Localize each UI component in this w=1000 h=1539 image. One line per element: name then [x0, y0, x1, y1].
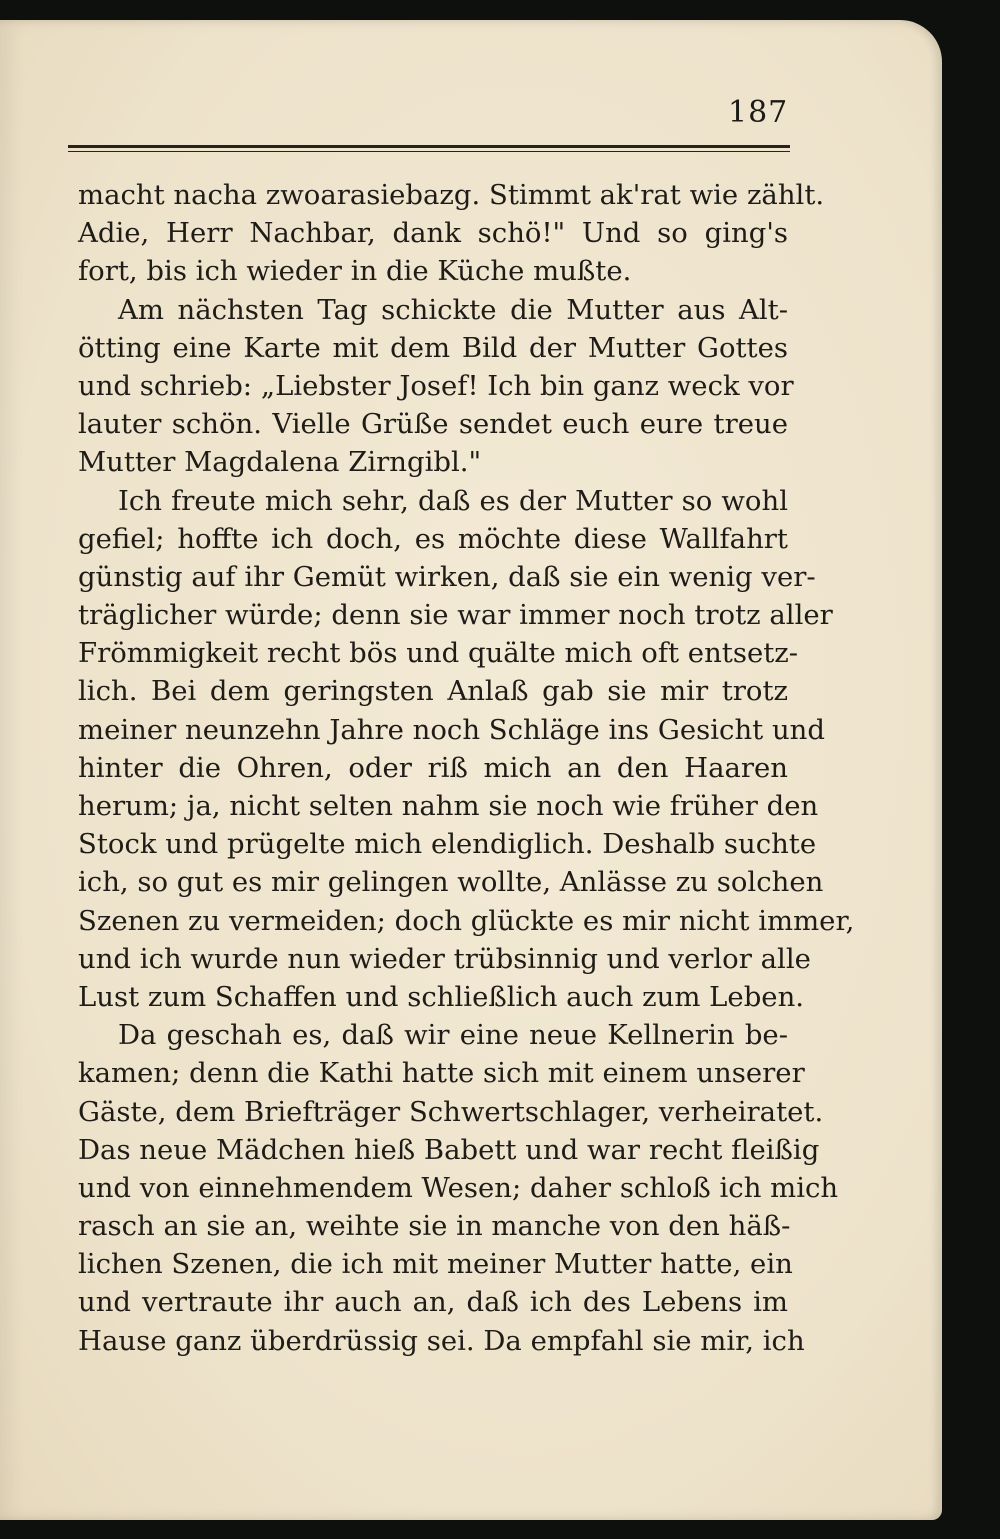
text-line: kamen; denn die Kathi hatte sich mit einem unserer: [78, 1057, 805, 1090]
text-line: gefiel; hoffte ich doch, es möchte diese Wallfahrt: [78, 522, 788, 555]
text-line: meiner neunzehn Jahre noch Schläge ins Gesicht und: [78, 713, 825, 746]
text-line: Mutter Magdalena Zirngibl.": [78, 446, 482, 479]
text-line: Adie, Herr Nachbar, dank schö!" Und so ging's: [78, 217, 788, 250]
text-line: rasch an sie an, weihte sie in manche von den häß-: [78, 1210, 791, 1243]
text-line: Lust zum Schaffen und schließlich auch zum Leben.: [78, 980, 805, 1013]
text-line: Frömmigkeit recht bös und quälte mich oft entsetz-: [78, 637, 799, 670]
text-line: ich, so gut es mir gelingen wollte, Anlässe zu solchen: [78, 866, 824, 899]
page-number: 187: [728, 95, 789, 130]
text-line: Da geschah es, daß wir eine neue Kellnerin be-: [118, 1019, 788, 1052]
text-line: lichen Szenen, die ich mit meiner Mutter hatte, ein: [78, 1248, 793, 1281]
text-line: Am nächsten Tag schickte die Mutter aus Alt-: [118, 293, 788, 326]
text-line: ötting eine Karte mit dem Bild der Mutter Gottes: [78, 331, 788, 364]
text-line: herum; ja, nicht selten nahm sie noch wie früher den: [78, 790, 819, 822]
text-line: und ich wurde nun wieder trübsinnig und verlor alle: [78, 942, 811, 975]
text-line: träglicher würde; denn sie war immer noch trotz aller: [78, 599, 833, 632]
text-line: Gäste, dem Briefträger Schwertschlager, verheiratet.: [78, 1095, 824, 1128]
paper-page: [0, 20, 942, 1520]
text-line: hinter die Ohren, oder riß mich an den Haaren: [78, 751, 788, 784]
text-line: Das neue Mädchen hieß Babett und war recht fleißig: [78, 1133, 820, 1166]
header-rule-thin: [68, 151, 790, 152]
body-text: [78, 176, 855, 1360]
text-line: macht nacha zwoarasiebazg. Stimmt ak'rat wie zählt.: [78, 179, 825, 211]
text-line: lich. Bei dem geringsten Anlaß gab sie mir trotz: [78, 675, 788, 708]
header-rule: [68, 145, 790, 148]
text-line: und schrieb: „Liebster Josef! Ich bin ganz weck vor: [78, 369, 794, 402]
text-line: fort, bis ich wieder in die Küche mußte.: [78, 255, 632, 288]
text-line: Ich freute mich sehr, daß es der Mutter so wohl: [118, 484, 788, 517]
text-line: Hause ganz überdrüssig sei. Da empfahl sie mir, ich: [78, 1324, 805, 1357]
text-line: und von einnehmendem Wesen; daher schloß ich mich: [78, 1171, 839, 1204]
text-line: Szenen zu vermeiden; doch glückte es mir nicht immer,: [78, 904, 855, 937]
text-line: günstig auf ihr Gemüt wirken, daß sie ein wenig ver-: [78, 560, 816, 593]
text-line: lauter schön. Vielle Grüße sendet euch eure treue: [78, 408, 788, 441]
text-line: und vertraute ihr auch an, daß ich des Lebens im: [78, 1286, 788, 1319]
text-line: Stock und prügelte mich elendiglich. Deshalb suchte: [78, 828, 817, 861]
